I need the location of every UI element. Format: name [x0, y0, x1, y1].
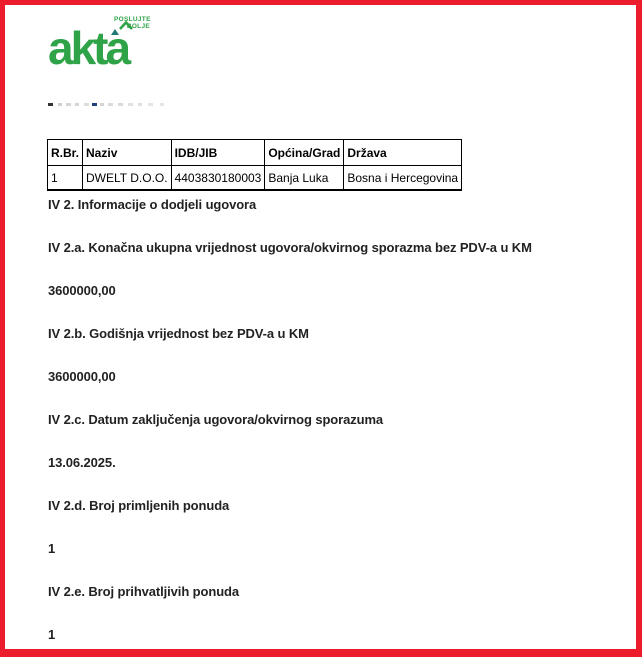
col-header-naziv: Naziv: [83, 140, 172, 166]
section-heading-iv2b: IV 2.b. Godišnja vrijednost bez PDV-a u KM: [48, 326, 309, 341]
akta-logo-text: akta: [48, 22, 129, 74]
clipped-fragment: [100, 103, 104, 106]
section-heading-iv2: IV 2. Informacije o dodjeli ugovora: [48, 197, 257, 212]
section-heading-iv2c: IV 2.c. Datum zaključenja ugovora/okvirnog sporazuma: [48, 412, 384, 427]
value-total-no-vat: 3600000,00: [48, 283, 116, 298]
clipped-fragment: [108, 103, 113, 106]
section-heading-iv2e: IV 2.e. Broj prihvatljivih ponuda: [48, 584, 240, 599]
value-offers-accepted: 1: [48, 627, 56, 642]
col-header-drzava: Država: [344, 140, 462, 166]
cell-opcina: Banja Luka: [265, 166, 344, 191]
clipped-fragment: [138, 103, 142, 106]
clipped-fragment: [48, 103, 53, 106]
table-row: [48, 166, 462, 191]
clipped-text-artifact: [48, 103, 178, 107]
cell-naziv: DWELT D.O.O.: [83, 166, 172, 191]
clipped-fragment: [148, 103, 153, 106]
clipped-fragment: [75, 103, 79, 106]
cell-rbr: 1: [48, 166, 83, 191]
table-header-row: [48, 140, 462, 166]
logo-triangle-icon: [111, 29, 119, 35]
clipped-fragment: [160, 103, 164, 106]
value-offers-received: 1: [48, 541, 56, 556]
clipped-fragment: [58, 103, 62, 106]
col-header-opcina: Općina/Grad: [265, 140, 344, 166]
cell-drzava: Bosna i Hercegovina: [344, 166, 462, 191]
contractor-table: [47, 139, 462, 191]
col-header-rbr: R.Br.: [48, 140, 83, 166]
clipped-fragment: [128, 103, 133, 106]
value-contract-date: 13.06.2025.: [48, 455, 116, 470]
col-header-idbjib: IDB/JIB: [171, 140, 265, 166]
clipped-fragment: [92, 103, 97, 106]
value-annual-no-vat: 3600000,00: [48, 369, 116, 384]
document-body: [48, 197, 606, 657]
logo-tagline-line1: POSLUJTE: [114, 16, 151, 23]
clipped-fragment: [84, 103, 89, 106]
cell-idbjib: 4403830180003: [171, 166, 265, 191]
clipped-fragment: [118, 103, 123, 106]
section-heading-iv2a: IV 2.a. Konačna ukupna vrijednost ugovora/okvirnog sporazma bez PDV-a u KM: [48, 240, 532, 255]
logo-tagline-line2: BOLJE: [126, 23, 150, 30]
clipped-fragment: [66, 103, 71, 106]
logo-tagline: [114, 16, 150, 30]
section-heading-iv2d: IV 2.d. Broj primljenih ponuda: [48, 498, 230, 513]
akta-logo: [48, 16, 178, 80]
